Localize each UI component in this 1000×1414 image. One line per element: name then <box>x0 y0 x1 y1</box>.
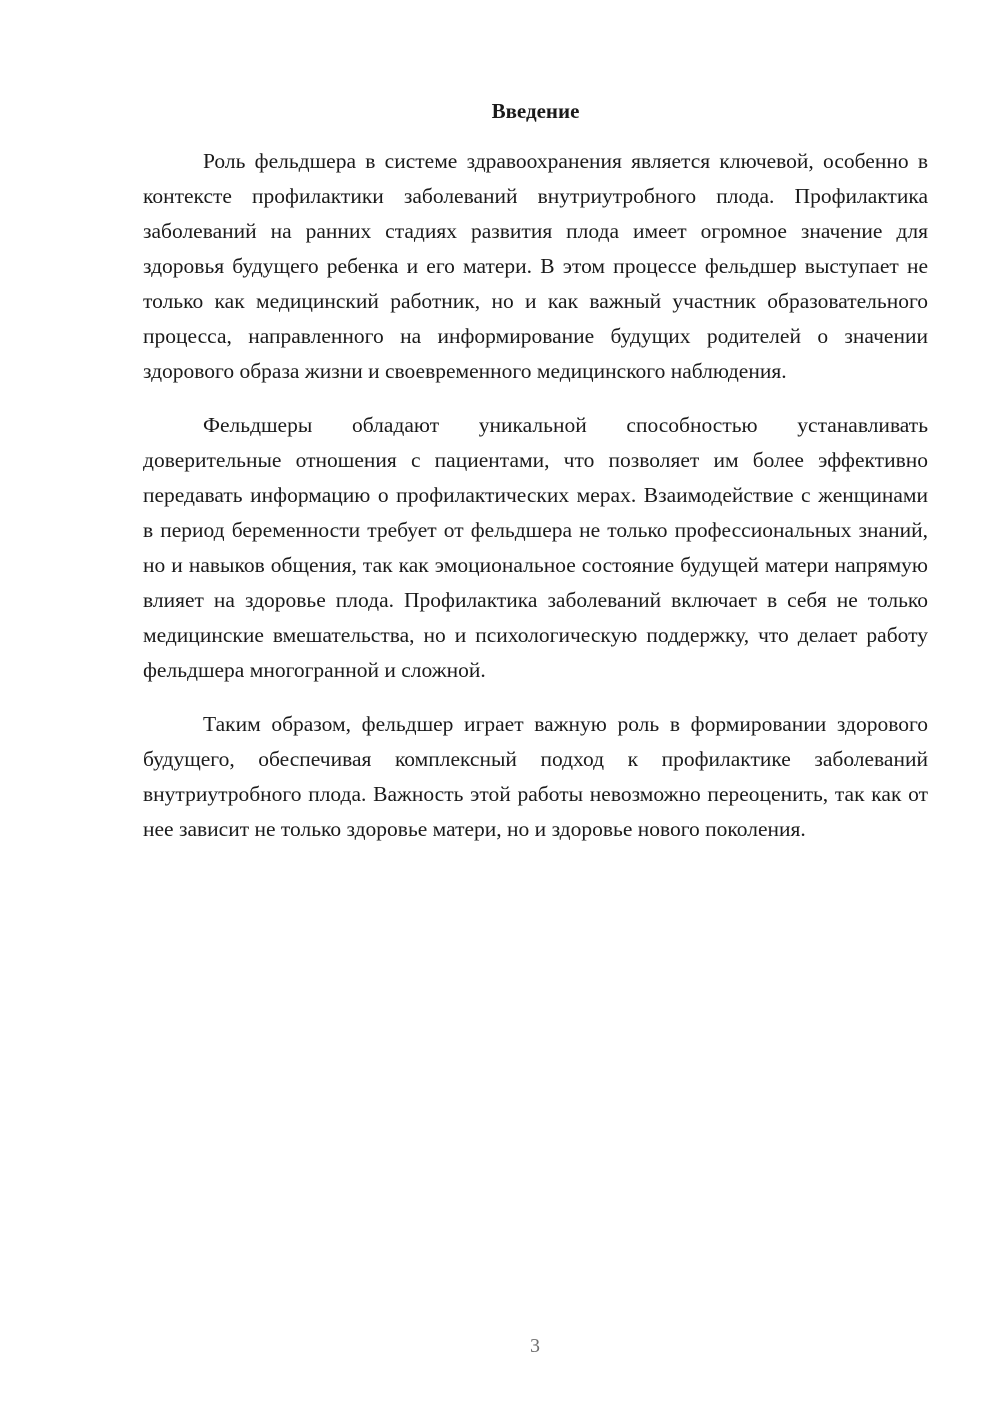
section-heading: Введение <box>491 99 580 123</box>
paragraph-2: Фельдшеры обладают уникальной способностью устанавливать доверительные отношения с пациентами, что позволяет им более эффективно передавать информацию о профилактических мерах. Взаимодействие с женщинами в период беременности требует от фельдшера не только профессиональных знаний, но и навыков общения, так как эмоциональное состояние будущей матери напрямую влияет на здоровье плода. Профилактика заболеваний включает в себя не только медицинские вмешательства, но и психологическую поддержку, что делает работу фельдшера многогранной и сложной. <box>143 413 928 682</box>
paragraph-1: Роль фельдшера в системе здравоохранения является ключевой, особенно в контексте профилактики заболеваний внутриутробного плода. Профилактика заболеваний на ранних стадиях развития плода имеет огромное значение для здоровья будущего ребенка и его матери. В этом процессе фельдшер выступает не только как медицинский работник, но и как важный участник образовательного процесса, направленного на информирование будущих родителей о значении здорового образа жизни и своевременного медицинского наблюдения. <box>143 149 928 383</box>
body-text <box>143 144 928 866</box>
paragraph-3: Таким образом, фельдшер играет важную роль в формировании здорового будущего, обеспечивая комплексный подход к профилактике заболеваний внутриутробного плода. Важность этой работы невозможно переоценить, так как от нее зависит не только здоровье матери, но и здоровье нового поколения. <box>143 712 928 841</box>
page-number: 3 <box>530 1335 540 1357</box>
